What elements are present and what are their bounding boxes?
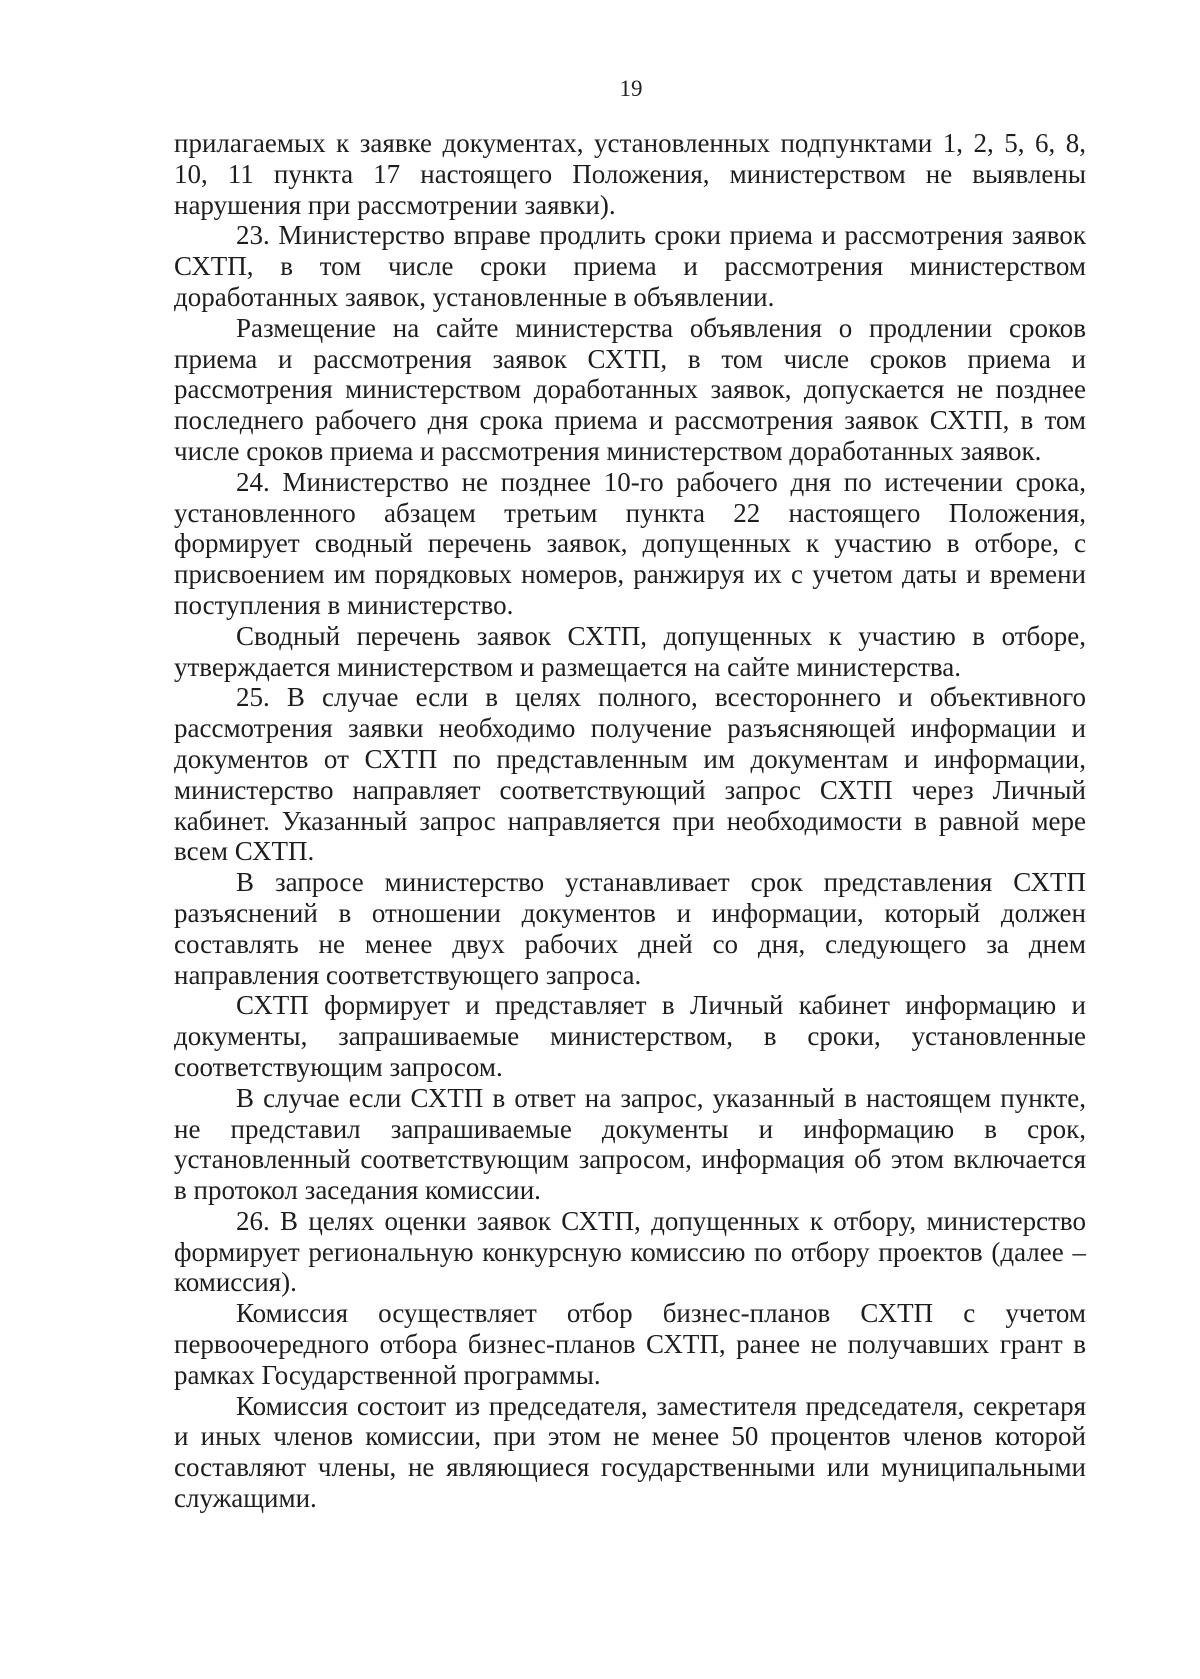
paragraph-no-response: В случае если СХТП в ответ на запрос, указанный в настоящем пункте, не представил запрашиваемые документы и информацию в срок, установленный соответствующим запросом, информация об этом включается в протокол заседания комиссии. (174, 1082, 1086, 1206)
paragraph-item-24: 24. Министерство не позднее 10-го рабочего дня по истечении срока, установленного абзацем третьим пункта 22 настоящего Положения, формирует сводный перечень заявок, допущенных к участию в отборе, с присвоением им порядковых номеров, ранжируя их с учетом даты и времени поступления в министерство. (174, 466, 1086, 620)
paragraph-continuation: прилагаемых к заявке документах, установленных подпунктами 1, 2, 5, 6, 8, 10, 11 пункта 17 настоящего Положения, министерством не выявлены нарушения при рассмотрении заявки). (174, 128, 1086, 220)
paragraph-item-25: 25. В случае если в целях полного, всестороннего и объективного рассмотрения заявки необходимо получение разъясняющей информации и документов от СХТП по представленным им документам и информации, министерство направляет соответствующий запрос СХТП через Личный кабинет. Указанный запрос направляется при необходимости в равной мере всем СХТП. (174, 682, 1086, 867)
paragraph-submission: СХТП формирует и представляет в Личный кабинет информацию и документы, запрашиваемые министерством, в сроки, установленные соответствующим запросом. (174, 990, 1086, 1082)
paragraph-item-23: 23. Министерство вправе продлить сроки приема и рассмотрения заявок СХТП, в том числе сроки приема и рассмотрения министерством доработанных заявок, установленные в объявлении. (174, 220, 1086, 312)
paragraph-summary-list: Сводный перечень заявок СХТП, допущенных к участию в отборе, утверждается министерством и размещается на сайте министерства. (174, 620, 1086, 682)
paragraph-request-deadline: В запросе министерство устанавливает срок представления СХТП разъяснений в отношении документов и информации, который должен составлять не менее двух рабочих дней со дня, следующего за днем направления соответствующего запроса. (174, 867, 1086, 990)
paragraph-item-26: 26. В целях оценки заявок СХТП, допущенных к отбору, министерство формирует региональную конкурсную комиссию по отбору проектов (далее – комиссия). (174, 1205, 1086, 1298)
paragraph-deadline-extension-notice: Размещение на сайте министерства объявления о продлении сроков приема и рассмотрения заявок СХТП, в том числе сроков приема и рассмотрения министерством доработанных заявок, допускается не позднее последнего рабочего дня срока приема и рассмотрения заявок СХТП, в том числе сроков приема и рассмотрения министерством доработанных заявок. (174, 312, 1086, 466)
paragraph-commission-composition: Комиссия состоит из председателя, заместителя председателя, секретаря и иных членов комиссии, при этом не менее 50 процентов членов которой составляют члены, не являющиеся государственными или муниципальными служащими. (174, 1390, 1086, 1514)
page-number: 19 (619, 76, 643, 101)
paragraph-commission-selection: Комиссия осуществляет отбор бизнес-планов СХТП с учетом первоочередного отбора бизнес-планов СХТП, ранее не получавших грант в рамках Государственной программы. (174, 1298, 1086, 1390)
document-body (174, 128, 1086, 1514)
